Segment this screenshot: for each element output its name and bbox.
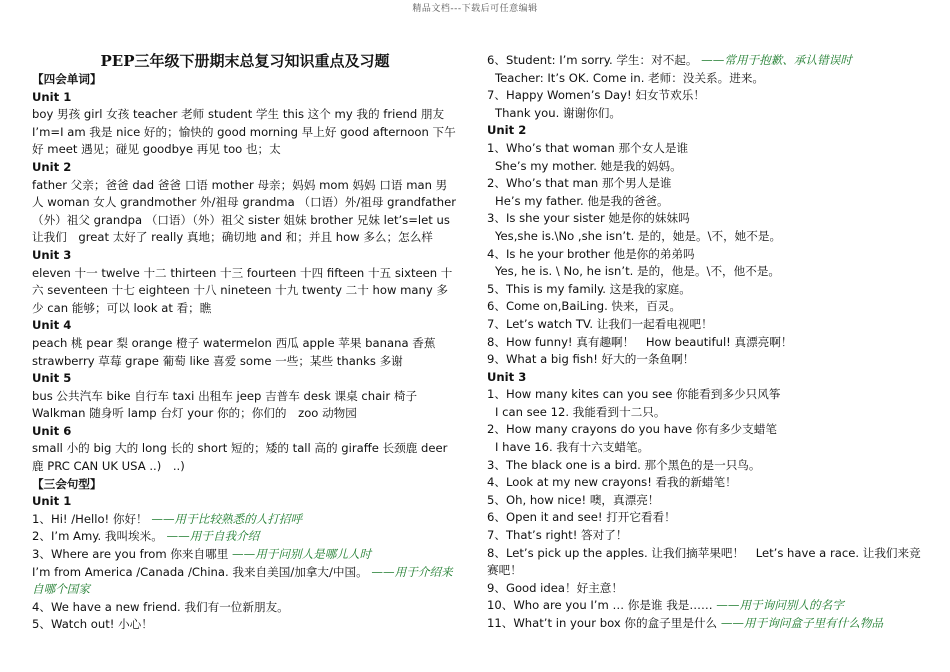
sentence-item: 7、Happy Women’s Day! 妇女节欢乐！	[487, 88, 705, 103]
sentence-item: 5、This is my family. 这是我的家庭。	[487, 281, 691, 296]
response-item: She’s my mother. 她是我的妈妈。	[495, 158, 682, 173]
unit-3-vocab: eleven 十一 twelve 十二 thirteen 十三 fourteen 十四 fifteen 十五 sixteen 十六 seventeen 十七 eighteen 十八 nineteen 十九 twenty 二十 how many 多少 can 能够；可以 look at 看；瞧	[32, 265, 453, 315]
sentence-item: 5、Oh, how nice! 噢，真漂亮！	[487, 492, 660, 507]
unit-heading: Unit 2	[487, 123, 527, 138]
unit-heading: Unit 3	[487, 369, 527, 384]
left-column	[32, 52, 458, 634]
section-heading-vocabulary: 【四会单词】	[32, 72, 102, 86]
unit-heading: Unit 2	[32, 159, 72, 174]
response-item: I can see 12. 我能看到十二只。	[495, 404, 666, 419]
usage-note: ——用于询问别人的名字	[716, 598, 844, 613]
sentence-item: 2、How many crayons do you have 你有多少支蜡笔	[487, 422, 777, 437]
sentence-text: 2、I’m Amy. 我叫埃米。	[32, 529, 163, 544]
response-item: Yes, he is. \ No, he isn’t. 是的，他是。\不，他不是。	[495, 264, 781, 279]
sentence-item: 9、What a big fish! 好大的一条鱼啊！	[487, 352, 695, 367]
usage-note: ——用于自我介绍	[166, 529, 260, 544]
sentence-item: 4、We have a new friend. 我们有一位新朋友。	[32, 599, 289, 614]
sentence-item: 7、Let’s watch TV. 让我们一起看电视吧！	[487, 316, 713, 331]
usage-note: ——用于问别人是哪儿人时	[232, 547, 372, 562]
sentence-item	[487, 615, 927, 633]
sentence-item	[32, 528, 458, 546]
section-heading-sentences: 【三会句型】	[32, 476, 102, 491]
unit-2-vocab: father 父亲；爸爸 dad 爸爸 口语 mother 母亲；妈妈 mom 妈妈 口语 man 男人 woman 女人 grandmother 外/祖母 grandma （口语）外/祖母 grandfather （外）祖父 grandpa （口语）（外）祖父 sister 姐妹 brother 兄妹 let’s=let us 让我们 great 太好了 really 真地；确切地 and 和；并且 how 多么；怎么样	[32, 177, 457, 245]
sentence-item: 2、Who’s that man 那个男人是谁	[487, 176, 672, 191]
unit-heading: Unit 6	[32, 423, 72, 438]
sentence-item: 5、Watch out! 小心！	[32, 617, 153, 632]
sentence-item	[32, 564, 458, 599]
response-item: Yes,she is.\No ,she isn’t. 是的，她是。\不，她不是。	[495, 228, 782, 243]
sentence-item: 4、Is he your brother 他是你的弟弟吗	[487, 246, 695, 261]
sentence-item	[32, 546, 458, 564]
right-column	[487, 52, 927, 633]
usage-note: ——用于介绍来自哪个国家	[32, 564, 453, 597]
unit-1-vocab: boy 男孩 girl 女孩 teacher 老师 student 学生 this 这个 my 我的 friend 朋友 I’m=I am 我是 nice 好的；愉快的 good morning 早上好 good afternoon 下午好 meet 遇见；碰见 goodbye 再见 too 也；太	[32, 107, 456, 157]
sentence-text: 11、What’t in your box 你的盒子里是什么	[487, 616, 718, 630]
unit-heading: Unit 5	[32, 371, 72, 386]
sentence-item: 6、Open it and see! 打开它看看！	[487, 510, 676, 525]
sentence-text: I’m from America /Canada /China. 我来自美国/加拿大/中国。	[32, 564, 368, 579]
unit-heading: Unit 4	[32, 318, 72, 333]
sentence-item: 8、Let’s pick up the apples. 让我们摘苹果吧！ Let’s have a race. 让我们来竞赛吧！	[487, 545, 921, 578]
unit-6-vocab: small 小的 big 大的 long 长的 short 短的；矮的 tall 高的 giraffe 长颈鹿 deer 鹿 PRC CAN UK USA ..) ..)	[32, 441, 448, 474]
sentence-text: 3、Where are you from 你来自哪里	[32, 547, 229, 562]
sentence-item	[32, 511, 458, 529]
sentence-item: 7、That’s right! 答对了！	[487, 528, 628, 543]
sentence-text: 6、Student: I’m sorry. 学生：对不起。	[487, 53, 698, 67]
response-item: I have 16. 我有十六支蜡笔。	[495, 440, 650, 455]
usage-note: ——用于询问盒子里有什么物品	[720, 616, 884, 630]
sentence-text: 10、Who are you I’m … 你是谁 我是……	[487, 598, 713, 613]
usage-note: ——常用于抱歉、承认错误时	[701, 53, 852, 67]
usage-note: ——用于比较熟悉的人打招呼	[151, 511, 303, 526]
sentence-item: 9、Good idea！好主意！	[487, 580, 623, 595]
unit-4-vocab: peach 桃 pear 梨 orange 橙子 watermelon 西瓜 apple 苹果 banana 香蕉 strawberry 草莓 grape 葡萄 like 喜爱 some 一些；某些 thanks 多谢	[32, 335, 436, 368]
response-item: Thank you. 谢谢你们。	[495, 105, 621, 120]
sentence-item	[487, 52, 927, 70]
sentence-item: 3、Is she your sister 她是你的妹妹吗	[487, 211, 690, 226]
unit-heading: Unit 3	[32, 247, 72, 262]
unit-heading: Unit 1	[32, 494, 72, 509]
unit-5-vocab: bus 公共汽车 bike 自行车 taxi 出租车 jeep 吉普车 desk 课桌 chair 椅子 Walkman 随身听 lamp 台灯 your 你的；你们的 zoo 动物园	[32, 388, 418, 421]
document-title: PEP三年级下册期末总复习知识重点及习题	[100, 52, 390, 70]
sentence-item	[487, 597, 927, 615]
sentence-text: 1、Hi! /Hello! 你好！	[32, 511, 148, 526]
response-item: Teacher: It’s OK. Come in. 老师：没关系。进来。	[495, 70, 765, 85]
page-header-note: 精品文档---下载后可任意编辑	[412, 4, 538, 14]
sentence-item: 8、How funny! 真有趣啊！ How beautiful! 真漂亮啊！	[487, 334, 793, 349]
sentence-item: 1、Who’s that woman 那个女人是谁	[487, 140, 689, 155]
sentence-item: 1、How many kites can you see 你能看到多少只风筝	[487, 387, 781, 402]
unit-heading: Unit 1	[32, 89, 72, 104]
sentence-item: 6、Come on,BaiLing. 快来，百灵。	[487, 299, 681, 314]
sentence-item: 4、Look at my new crayons! 看我的新蜡笔！	[487, 475, 737, 490]
sentence-item: 3、The black one is a bird. 那个黑色的是一只鸟。	[487, 457, 761, 472]
response-item: He’s my father. 他是我的爸爸。	[495, 193, 669, 208]
